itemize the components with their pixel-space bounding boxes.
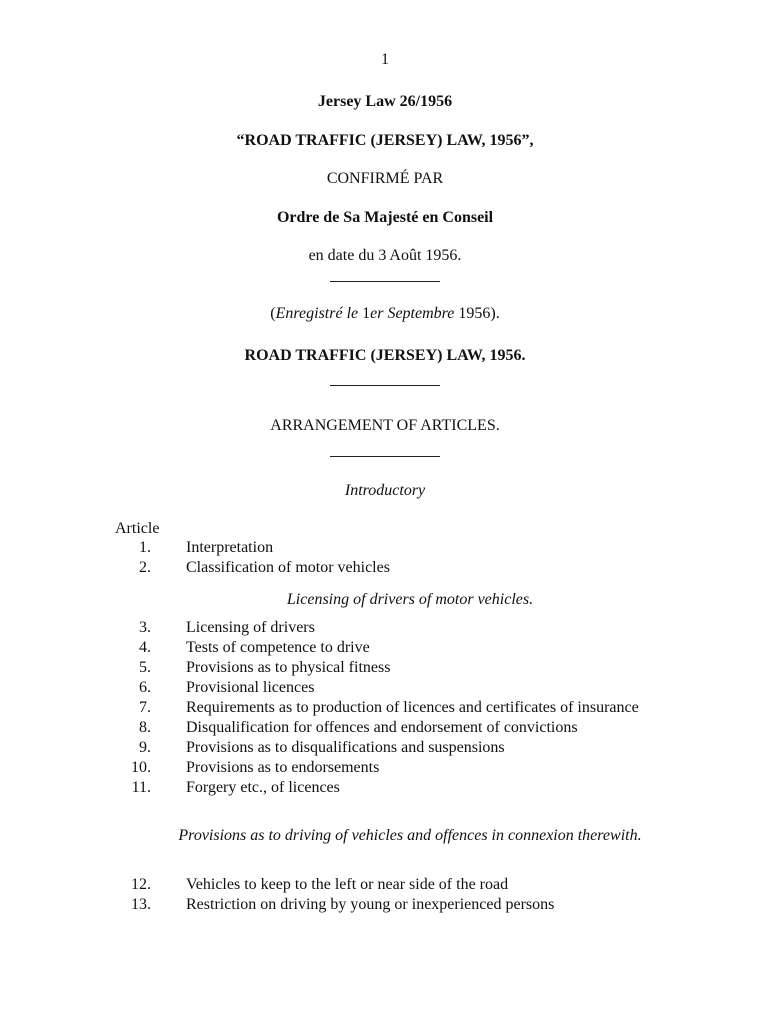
toc-item-title: Provisional licences	[186, 679, 315, 696]
toc-item-number: 13.	[131, 896, 151, 913]
divider-rule-3	[330, 456, 440, 457]
toc-item-title: Licensing of drivers	[186, 619, 315, 636]
toc-list-licensing	[0, 618, 770, 798]
toc-item-number: 5.	[139, 659, 151, 676]
confirmed-by: CONFIRMÉ PAR	[326, 170, 444, 187]
toc-item	[0, 875, 770, 895]
registration-close: 1956).	[454, 305, 500, 322]
toc-item-title: Vehicles to keep to the left or near side of the road	[186, 876, 509, 893]
toc-item-number: 1.	[139, 539, 151, 556]
toc-item	[0, 778, 770, 798]
toc-item	[0, 698, 770, 718]
divider-rule-1	[330, 281, 440, 282]
toc-list-driving	[0, 875, 770, 915]
toc-item	[0, 538, 770, 558]
registration-note	[0, 304, 770, 324]
toc-item-number: 3.	[139, 619, 151, 636]
toc-item-title: Forgery etc., of licences	[186, 779, 340, 796]
section-heading-introductory: Introductory	[344, 482, 426, 499]
toc-item	[0, 678, 770, 698]
toc-item-title: Tests of competence to drive	[186, 639, 370, 656]
toc-item	[0, 638, 770, 658]
toc-item-number: 6.	[139, 679, 151, 696]
toc-item-title: Provisions as to physical fitness	[186, 659, 391, 676]
registration-open: (	[270, 305, 276, 322]
toc-item-number: 8.	[139, 719, 151, 736]
toc-item-number: 12.	[131, 876, 151, 893]
registration-num: 1	[362, 305, 371, 322]
registration-italic-1: Enregistré le	[275, 305, 363, 322]
toc-item	[0, 558, 770, 578]
toc-item-title: Restriction on driving by young or inexperienced persons	[186, 896, 555, 913]
toc-item-number: 9.	[139, 739, 151, 756]
toc-item-number: 4.	[139, 639, 151, 656]
toc-item-title: Disqualification for offences and endorsement of convictions	[186, 719, 578, 736]
toc-item-number: 2.	[139, 559, 151, 576]
law-number: Jersey Law 26/1956	[317, 93, 453, 110]
toc-item-number: 7.	[139, 699, 151, 716]
toc-item	[0, 718, 770, 738]
toc-item	[0, 758, 770, 778]
toc-item	[0, 658, 770, 678]
toc-item	[0, 895, 770, 915]
toc-item	[0, 618, 770, 638]
order-in-council: Ordre de Sa Majesté en Conseil	[276, 209, 494, 226]
toc-item	[0, 738, 770, 758]
toc-list-introductory	[0, 538, 770, 578]
registration-italic-2: er Septembre	[370, 305, 455, 322]
arrangement-heading: ARRANGEMENT OF ARTICLES.	[270, 417, 500, 434]
toc-item-title: Provisions as to endorsements	[186, 759, 380, 776]
toc-item-title: Classification of motor vehicles	[186, 559, 390, 576]
divider-rule-2	[330, 385, 440, 386]
article-label: Article	[115, 520, 160, 537]
toc-item-number: 10.	[131, 759, 151, 776]
main-title: ROAD TRAFFIC (JERSEY) LAW, 1956.	[244, 347, 526, 364]
date-line: en date du 3 Août 1956.	[308, 247, 462, 264]
section-heading-driving: Provisions as to driving of vehicles and offences in connexion therewith.	[178, 827, 642, 844]
page-number: 1	[381, 51, 389, 68]
toc-item-title: Interpretation	[186, 539, 274, 556]
toc-item-title: Provisions as to disqualifications and suspensions	[186, 739, 505, 756]
toc-item-number: 11.	[131, 779, 151, 796]
toc-item-title: Requirements as to production of licences and certificates of insurance	[186, 699, 639, 716]
law-title-quoted: “ROAD TRAFFIC (JERSEY) LAW, 1956”,	[236, 132, 534, 149]
section-heading-licensing: Licensing of drivers of motor vehicles.	[286, 591, 534, 608]
